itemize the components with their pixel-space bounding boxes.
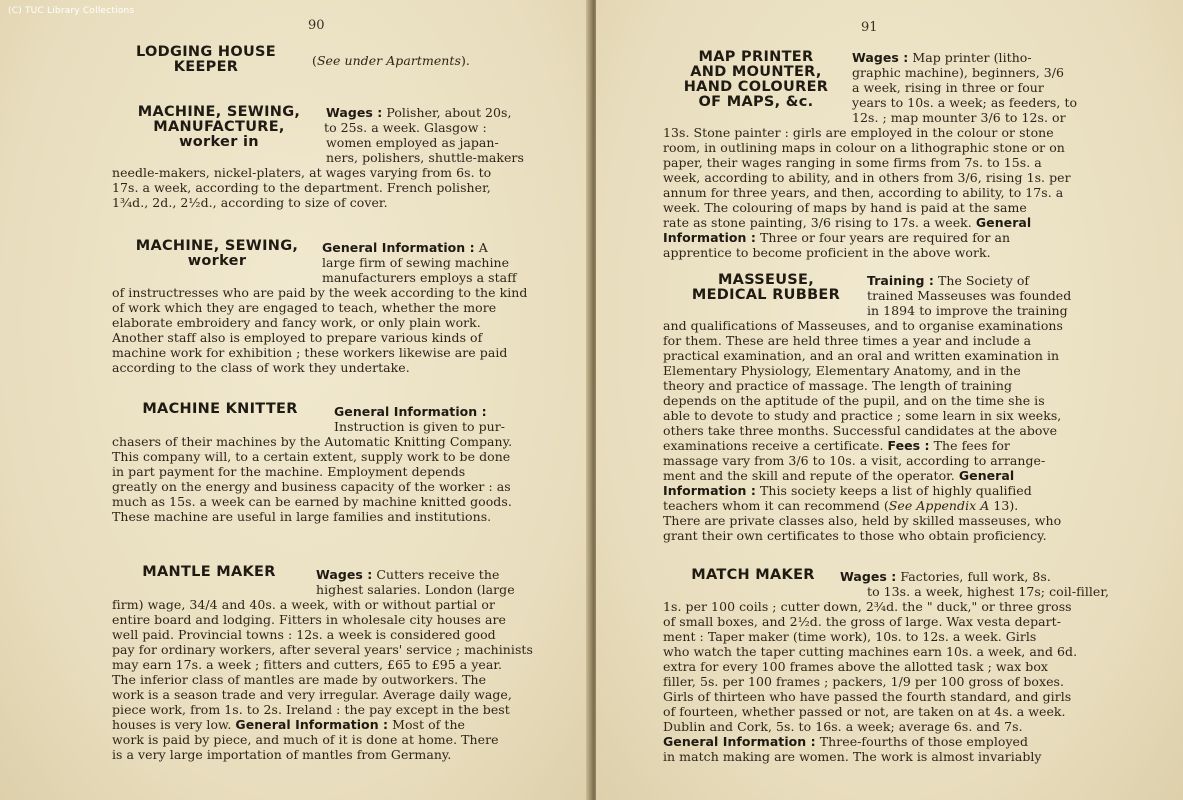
text-line: 1s. per 100 coils ; cutter down, 2¾d. the " duck," or three gross [663,599,1072,614]
text-line: teachers whom it can recommend (See Appendix A 13). [663,498,1019,513]
text-line: depends on the aptitude of the pupil, and on the time she is [663,393,1045,408]
text-line: in part payment for the machine. Employment depends [112,464,466,479]
text-line: Wages : Factories, full work, 8s. [840,569,1051,584]
heading-mantle-maker: MANTLE MAKER [142,564,276,580]
text-line: These machine are useful in large families and institutions. [112,509,492,524]
text-line: General Information : Three-fourths of those employed [663,734,1029,749]
page-number-left: 90 [308,18,325,33]
text-line: 17s. a week, according to the department. French polisher, [112,180,491,195]
text-line: may earn 17s. a week ; fitters and cutters, £65 to £95 a year. [112,657,503,672]
text-line: machine work for exhibition ; these workers likewise are paid [112,345,508,360]
text-line: Information : Three or four years are required for an [663,230,1011,245]
text-line: apprentice to become proficient in the above work. [663,245,991,260]
text-line: pay for ordinary workers, after several years' service ; machinists [112,642,533,657]
text-line: work is paid by piece, and much of it is done at home. There [112,732,499,747]
text-line: of small boxes, and 2½d. the gross of large. Wax vesta depart- [663,614,1062,629]
text-line: in 1894 to improve the training [867,303,1068,318]
text-line: Information : This society keeps a list of highly qualified [663,483,1032,498]
text-line: who watch the taper cutting machines earn 10s. a week, and 6d. [663,644,1078,659]
text-line: paper, their wages ranging in some firms from 7s. to 15s. a [663,155,1042,170]
text-line: highest salaries. London (large [316,582,515,597]
text-line: for them. These are held three times a year and include a [663,333,1032,348]
text-line: of work which they are engaged to teach, whether the more [112,300,497,315]
text-line: 13s. Stone painter : girls are employed in the colour or stone [663,125,1054,140]
text-line: years to 10s. a week; as feeders, to [852,95,1078,110]
right-page [596,0,1183,800]
heading-machine-knitter: MACHINE KNITTER [142,401,298,417]
text-line: extra for every 100 frames above the allotted task ; wax box [663,659,1048,674]
text-line: week, according to ability, and in others from 3/6, rising 1s. per [663,170,1071,185]
text-line: a week, rising in three or four [852,80,1044,95]
text-line: in match making are women. The work is almost invariably [663,749,1042,764]
text-line: massage vary from 3/6 to 10s. a visit, according to arrange- [663,453,1046,468]
text-line: of instructresses who are paid by the week according to the kind [112,285,528,300]
heading-sewing-worker: MACHINE, SEWING, worker [135,238,299,269]
text-line: women employed as japan- [326,135,499,150]
text-line: trained Masseuses was founded [867,288,1072,303]
text-line: able to devote to study and practice ; some learn in six weeks, [663,408,1062,423]
text-line: Instruction is given to pur- [334,419,506,434]
text-line: work is a season trade and very irregular. Average daily wage, [112,687,512,702]
text-line: Wages : Map printer (litho- [852,50,1032,65]
text-line: ners, polishers, shuttle-makers [326,150,524,165]
heading-map-printer: MAP PRINTER AND MOUNTER, HAND COLOURER OF MAPS, &c. [683,49,829,110]
text-line: large firm of sewing machine [322,255,510,270]
text-line: ment and the skill and repute of the operator. General [663,468,1015,483]
heading-match-maker: MATCH MAKER [691,567,815,583]
text-line: others take three months. Successful candidates at the above [663,423,1058,438]
text-line: Dublin and Cork, 5s. to 16s. a week; average 6s. and 7s. [663,719,1023,734]
text-line: week. The colouring of maps by hand is paid at the same [663,200,1027,215]
text-line: Training : The Society of [867,273,1030,288]
text-line: General Information : [334,404,487,419]
left-page [0,0,590,800]
text-line: houses is very low. General Information : Most of the [112,717,466,732]
text-line: filler, 5s. per 100 frames ; packers, 1/9 per 100 gross of boxes. [663,674,1065,689]
text-line: needle-makers, nickel-platers, at wages varying from 6s. to [112,165,492,180]
see-under-note: (See under Apartments). [312,53,470,68]
text-line: manufacturers employs a staff [322,270,517,285]
text-line: to 13s. a week, highest 17s; coil-filler, [867,584,1110,599]
text-line: practical examination, and an oral and written examination in [663,348,1060,363]
text-line: This company will, to a certain extent, supply work to be done [112,449,511,464]
text-line: entire board and lodging. Fitters in wholesale city houses are [112,612,506,627]
text-line: Elementary Physiology, Elementary Anatomy, and in the [663,363,1021,378]
heading-masseuse: MASSEUSE, MEDICAL RUBBER [691,272,841,303]
text-line: chasers of their machines by the Automatic Knitting Company. [112,434,513,449]
text-line: Wages : Polisher, about 20s, [326,105,512,120]
heading-sewing-manufacture: MACHINE, SEWING, MANUFACTURE, worker in [137,104,301,150]
text-line: 1¾d., 2d., 2½d., according to size of cover. [112,195,388,210]
text-line: room, in outlining maps in colour on a lithographic stone or on [663,140,1065,155]
text-line: greatly on the energy and business capacity of the worker : as [112,479,511,494]
text-line: is a very large importation of mantles from Germany. [112,747,452,762]
text-line: There are private classes also, held by skilled masseuses, who [663,513,1062,528]
text-line: firm) wage, 34/4 and 40s. a week, with or without partial or [112,597,495,612]
text-line: rate as stone painting, 3/6 rising to 17s. a week. General [663,215,1032,230]
text-line: elaborate embroidery and fancy work, or only plain work. [112,315,481,330]
text-line: 12s. ; map mounter 3/6 to 12s. or [852,110,1066,125]
text-line: grant their own certificates to those who obtain proficiency. [663,528,1047,543]
text-line: The inferior class of mantles are made by outworkers. The [112,672,487,687]
watermark: (C) TUC Library Collections [8,6,135,16]
text-line: well paid. Provincial towns : 12s. a week is considered good [112,627,496,642]
text-line: Another staff also is employed to prepare various kinds of [112,330,483,345]
text-line: much as 15s. a week can be earned by machine knitted goods. [112,494,512,509]
text-line: ment : Taper maker (time work), 10s. to 12s. a week. Girls [663,629,1037,644]
text-line: Girls of thirteen who have passed the fourth standard, and girls [663,689,1072,704]
page-number-right: 91 [861,20,878,35]
text-line: piece work, from 1s. to 2s. Ireland : the pay except in the best [112,702,510,717]
text-line: theory and practice of massage. The length of training [663,378,1012,393]
text-line: Wages : Cutters receive the [316,567,500,582]
text-line: to 25s. a week. Glasgow : [324,120,487,135]
text-line: annum for three years, and then, according to ability, to 17s. a [663,185,1064,200]
text-line: of fourteen, whether passed or not, are taken on at 4s. a week. [663,704,1066,719]
text-line: General Information : A [322,240,488,255]
text-line: examinations receive a certificate. Fees : The fees for [663,438,1010,453]
text-line: according to the class of work they undertake. [112,360,410,375]
heading-lodging: LODGING HOUSE KEEPER [136,44,276,75]
text-line: and qualifications of Masseuses, and to organise examinations [663,318,1063,333]
text-line: graphic machine), beginners, 3/6 [852,65,1065,80]
